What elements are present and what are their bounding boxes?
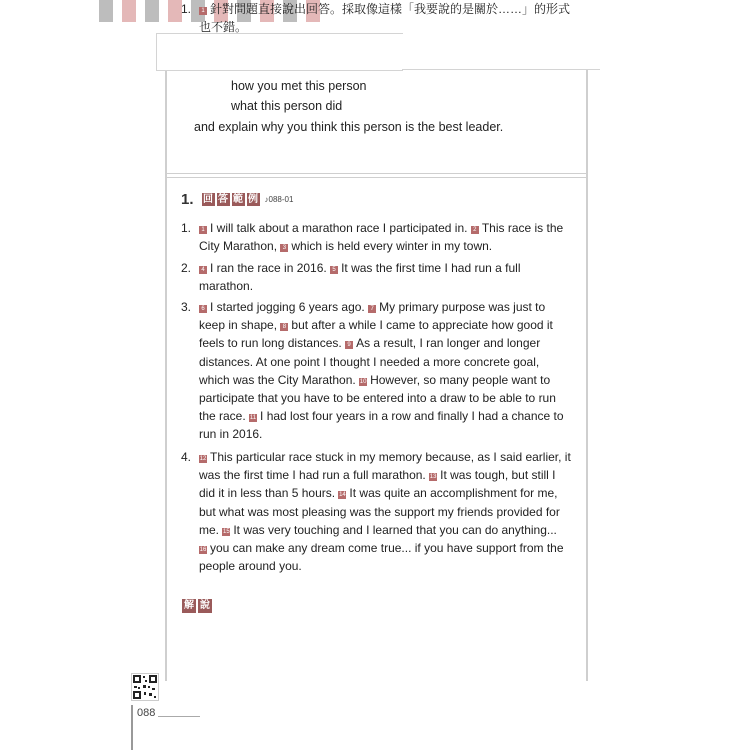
sentence-marker: 12 [199,456,207,462]
sentence-marker: 3 [280,244,288,252]
label-char: 答 [218,194,229,205]
text-segment: As a result, I ran longer and longer [356,336,541,351]
sentence-marker: 5 [330,266,338,274]
item-number: 1. [181,221,192,235]
prompt-line: how you met this person [231,79,367,93]
sentence-marker: 1 [199,7,207,15]
text-segment: participate that you have to be entered into a draw to be able to run [199,391,556,406]
text-segment: marathon. [199,279,254,294]
text-segment: run in 2016. [199,427,263,442]
text-segment: This race is the [481,221,564,235]
sentence-marker: 4 [199,266,207,274]
sentence-marker: 15 [223,528,230,535]
sentence-marker: 2 [471,226,479,234]
text-segment: This particular race stuck in my memory because, as I said earlier, it [210,450,571,464]
text-line [199,334,577,352]
text-line [199,539,577,557]
sentence-marker: 7 [368,305,376,313]
text-segment: It was quite an accomplishment for me, [349,486,558,501]
text-segment: I had lost four years in a row and finally I had a chance to [260,409,564,424]
item-text [199,448,577,575]
text-line [199,371,577,389]
margin-rule [131,705,133,750]
sentence-marker: 16 [199,547,207,554]
sentence-marker: 8 [280,323,288,331]
label-char: 解 [184,600,194,611]
color-bar [168,0,182,22]
sentence-marker: 11 [249,415,257,422]
text-line [199,425,577,443]
text-line [199,448,577,466]
text-segment: distances. At one point I thought I needed a more concrete goal, [199,354,540,369]
sample-answer-label [202,193,260,206]
text-segment: My primary purpose was just to [379,300,546,314]
page-number-rule [158,716,200,717]
color-bar [122,0,136,22]
sentence-marker: 9 [345,341,353,349]
item-text [199,298,577,444]
text-segment: However, so many people want to [370,372,551,387]
item-number: 1. [181,2,192,16]
sentence-marker: 6 [199,305,207,313]
item-text [199,219,577,255]
text-segment: but what was most pleasing was the support my friends provided for [199,504,560,519]
prompt-line: and explain why you think this person is the best leader. [194,120,504,134]
section-divider [165,173,588,178]
item-text [199,0,579,36]
text-line [199,503,577,521]
text-line [199,389,577,407]
answer-heading [181,191,293,208]
text-line [199,521,577,539]
item-number: 4. [181,450,192,464]
text-segment: 也不錯。 [199,20,248,34]
text-segment: which is held every winter in my town. [291,239,493,254]
text-line [199,557,577,575]
text-line [199,298,577,316]
text-line [199,407,577,425]
text-line [199,277,577,295]
header-box [156,33,403,71]
explanation-label [182,599,212,613]
sentence-marker: 13 [429,474,437,481]
color-bar [99,0,113,22]
text-line [199,219,577,237]
text-line [199,18,579,36]
item-number: 3. [181,300,192,314]
label-char: 範 [233,194,244,205]
label-char: 回 [203,194,214,205]
qr-code [131,673,159,701]
text-line [199,466,577,484]
text-line [199,0,579,18]
text-line [199,259,577,277]
text-segment: did it in less than 5 hours. [199,486,339,501]
text-segment: I ran the race in 2016. [210,261,331,275]
text-line [199,237,577,255]
item-text [199,259,577,295]
item-number: 2. [181,261,192,275]
text-segment: It was the first time I had run a full [341,261,521,275]
header-rule [402,69,600,70]
text-segment: It was tough, but still I [440,468,556,483]
color-bar [145,0,159,22]
text-segment: 針對問題直接說出回答。採取像這樣「我要說的是關於……」的形式 [210,2,571,16]
prompt-line: what this person did [231,99,343,113]
text-segment: was the first time I had run a full marathon. [199,468,430,483]
text-segment: feels to run long distances. [199,336,346,351]
text-segment: you can make any dream come true... if you have support from the [210,541,564,556]
text-line [199,484,577,502]
qr-code-icon [132,674,158,700]
text-segment: I will talk about a marathon race I participated in. [210,221,471,235]
sentence-marker: 1 [199,226,207,234]
text-segment: the race. [199,409,250,424]
text-segment: keep in shape, [199,318,281,333]
sentence-marker: 14 [339,492,346,499]
text-segment: It was very touching and I learned that you can do anything... [233,522,557,537]
heading-number: 1. [181,191,194,208]
text-segment: City Marathon, [199,239,281,254]
label-char: 例 [248,194,259,205]
text-segment: but after a while I came to appreciate how good it [291,318,553,333]
text-segment: I started jogging 6 years ago. [210,300,369,314]
label-char: 說 [200,600,210,611]
audio-track-ref: ♪088-01 [264,195,294,204]
page-number: 088 [137,707,156,719]
sentence-marker: 10 [359,378,367,385]
text-segment: people around you. [199,559,302,574]
text-segment: which was the City Marathon. [199,372,360,387]
text-segment: me. [199,522,223,537]
text-line [199,353,577,371]
text-line [199,316,577,334]
